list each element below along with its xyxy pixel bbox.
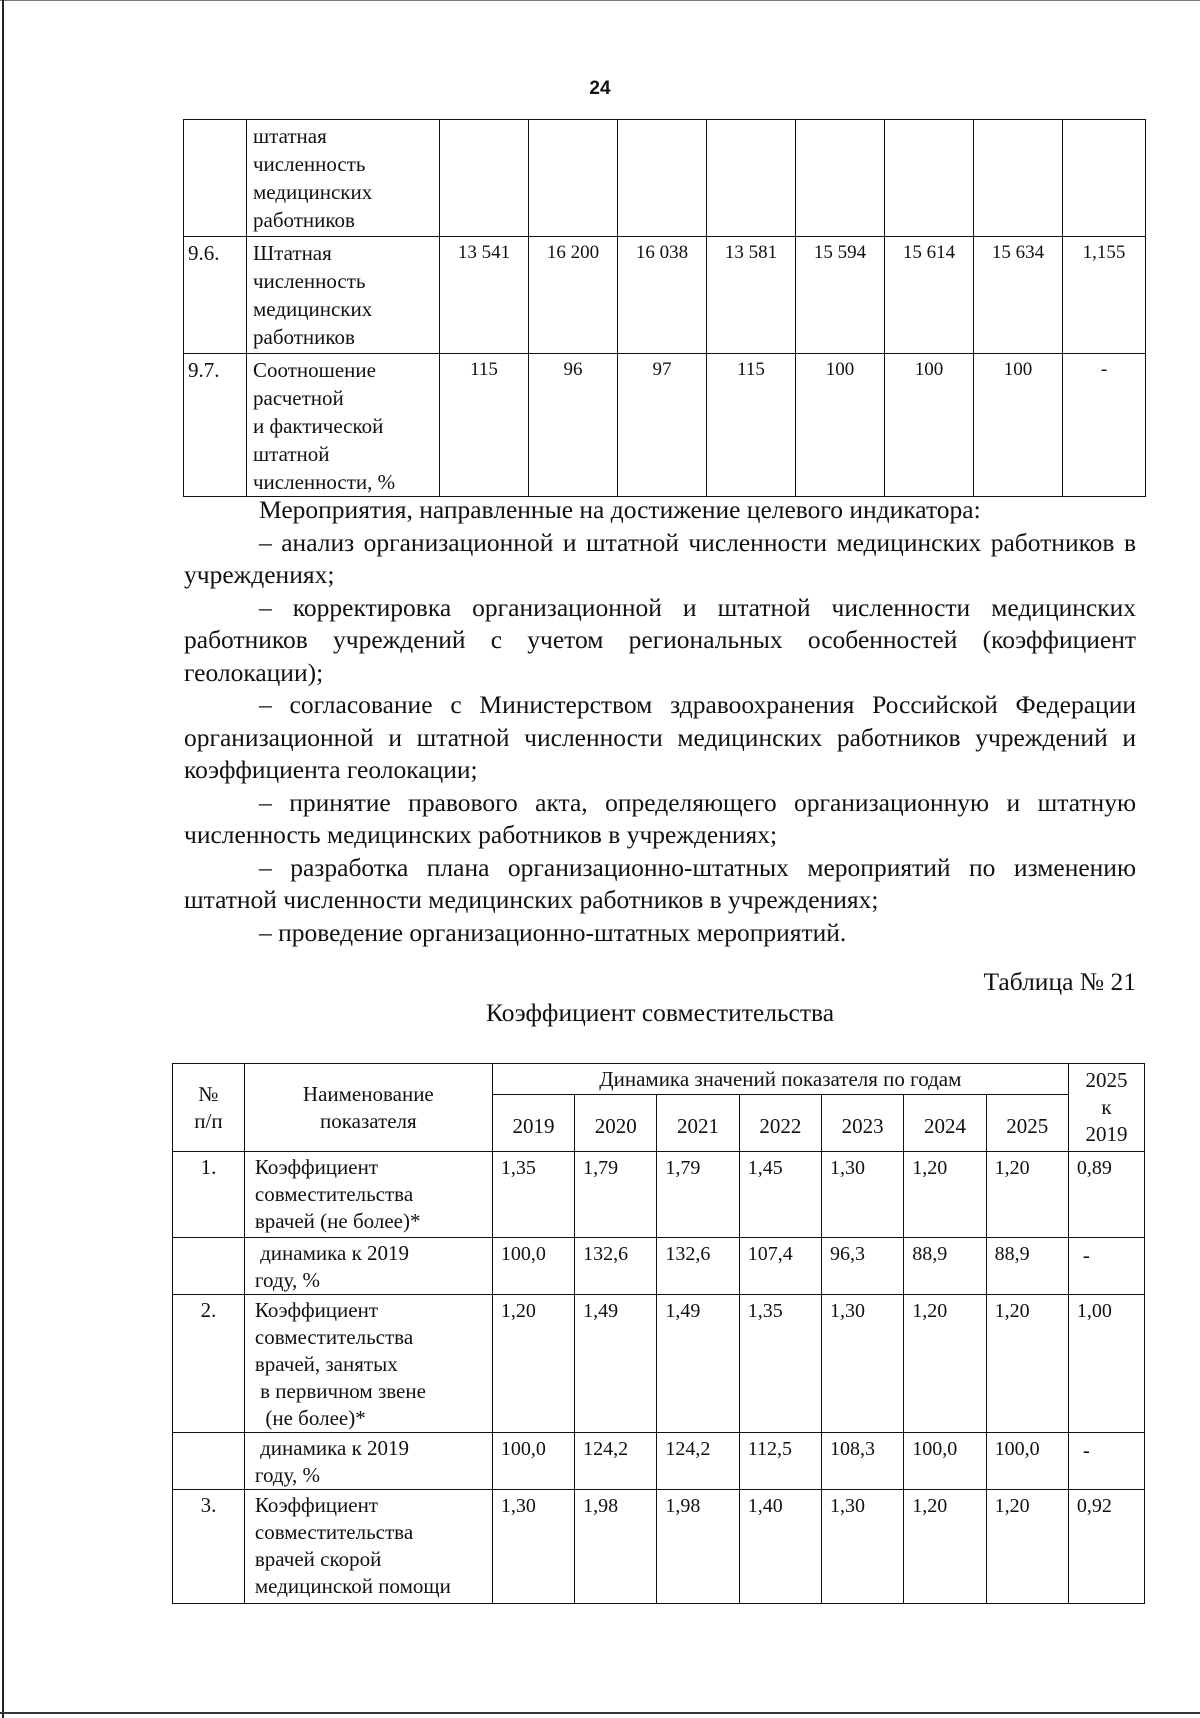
name-line: медицинских — [253, 180, 373, 204]
header-index-line: п/п — [194, 1108, 223, 1133]
table-row — [184, 237, 1146, 354]
value-cell: 115 — [707, 354, 796, 497]
header-year: 2023 — [822, 1095, 904, 1152]
row-name — [247, 354, 440, 497]
row-index: 1. — [173, 1152, 245, 1238]
measures-section — [184, 494, 1136, 949]
value-cell: 15 614 — [885, 237, 974, 354]
name-line: врачей, занятых — [254, 1352, 398, 1376]
scan-edge-top — [0, 0, 1200, 1]
scan-edge-bottom — [0, 1712, 1200, 1714]
value-cell: 1,20 — [986, 1152, 1068, 1238]
name-line: и фактической — [253, 414, 384, 438]
header-index-line: № — [198, 1081, 219, 1106]
measure-item: – корректировка организационной и штатной численности медицинских работников учреждений с учетом региональных особенностей (коэффициент геолокации); — [184, 592, 1136, 687]
value-cell: 1,20 — [904, 1152, 986, 1238]
header-dynamics: Динамика значений показателя по годам — [492, 1064, 1068, 1095]
name-line: работников — [253, 325, 355, 349]
value-cell — [1063, 120, 1146, 237]
header-year: 2020 — [575, 1095, 657, 1152]
name-line: Соотношение — [253, 358, 376, 382]
value-cell: 100 — [974, 354, 1063, 497]
value-cell — [885, 120, 974, 237]
value-cell: 100,0 — [492, 1238, 574, 1295]
row-name — [244, 1433, 492, 1490]
header-name — [244, 1064, 492, 1152]
value-cell: 107,4 — [739, 1238, 821, 1295]
table-row — [173, 1238, 1145, 1295]
header-year: 2022 — [739, 1095, 821, 1152]
row-name — [244, 1490, 492, 1604]
name-line: медицинской помощи — [254, 1574, 451, 1598]
value-cell: 1,30 — [492, 1490, 574, 1604]
name-line: численность — [253, 152, 366, 176]
value-cell — [529, 120, 618, 237]
table-title: Коэффициент совместительства — [485, 998, 835, 1027]
row-name — [244, 1295, 492, 1433]
part-time-coefficient-table — [172, 1063, 1145, 1604]
value-cell: 13 541 — [440, 237, 529, 354]
name-line: численности, % — [253, 470, 396, 494]
row-index — [173, 1238, 245, 1295]
name-line: году, % — [254, 1268, 320, 1292]
scan-edge-left — [2, 0, 4, 1718]
row-name — [244, 1238, 492, 1295]
row-name — [247, 237, 440, 354]
measure-item: – согласование с Министерством здравоохранения Российской Федерации организационной и штатной численности медицинских работников учреждений и коэффициента геолокации; — [184, 690, 1136, 784]
value-cell: 13 581 — [707, 237, 796, 354]
row-index: 3. — [173, 1490, 245, 1604]
value-cell: 96 — [529, 354, 618, 497]
value-cell: 1,20 — [904, 1295, 986, 1433]
value-cell: 96,3 — [822, 1238, 904, 1295]
header-year: 2024 — [904, 1095, 986, 1152]
value-cell: 1,155 — [1063, 237, 1146, 354]
value-cell: 100,0 — [904, 1433, 986, 1490]
page-number: 24 — [589, 78, 611, 99]
name-line: (не более)* — [254, 1406, 366, 1430]
value-cell: 1,20 — [986, 1295, 1068, 1433]
header-name-line: показателя — [320, 1108, 417, 1133]
value-cell: - — [1063, 354, 1146, 497]
value-cell: 1,49 — [575, 1295, 657, 1433]
row-index: 9.6. — [184, 237, 247, 354]
name-line: численность — [253, 269, 366, 293]
value-cell — [618, 120, 707, 237]
ratio-cell: 0,89 — [1068, 1152, 1144, 1238]
header-index — [173, 1064, 245, 1152]
name-line: Коэффициент — [254, 1155, 379, 1179]
value-cell: 1,35 — [492, 1152, 574, 1238]
ratio-cell: - — [1068, 1238, 1144, 1295]
value-cell: 1,49 — [657, 1295, 739, 1433]
value-cell: 112,5 — [739, 1433, 821, 1490]
name-line: году, % — [254, 1463, 320, 1487]
value-cell — [796, 120, 885, 237]
value-cell: 1,79 — [657, 1152, 739, 1238]
value-cell — [440, 120, 529, 237]
value-cell: 124,2 — [657, 1433, 739, 1490]
ratio-cell: - — [1068, 1433, 1144, 1490]
value-cell: 16 038 — [618, 237, 707, 354]
header-ratio-line: 2019 — [1085, 1122, 1128, 1146]
value-cell — [974, 120, 1063, 237]
value-cell: 100 — [796, 354, 885, 497]
value-cell: 1,30 — [822, 1295, 904, 1433]
table-row — [184, 120, 1146, 237]
header-name-line: Наименование — [302, 1081, 434, 1106]
name-line: врачей (не более)* — [254, 1209, 421, 1233]
value-cell: 15 594 — [796, 237, 885, 354]
table-row — [173, 1433, 1145, 1490]
row-index — [173, 1433, 245, 1490]
name-line: совместительства — [254, 1182, 414, 1206]
row-index: 9.7. — [184, 354, 247, 497]
row-name — [244, 1152, 492, 1238]
value-cell: 97 — [618, 354, 707, 497]
name-line: расчетной — [253, 386, 344, 410]
value-cell: 100,0 — [492, 1433, 574, 1490]
name-line: работников — [253, 208, 355, 232]
value-cell: 15 634 — [974, 237, 1063, 354]
name-line: штатной — [253, 442, 330, 466]
name-line: совместительства — [254, 1325, 414, 1349]
name-line: динамика к 2019 — [254, 1436, 410, 1460]
name-line: врачей скорой — [254, 1547, 382, 1571]
table-row — [184, 354, 1146, 497]
value-cell: 1,35 — [739, 1295, 821, 1433]
value-cell: 100,0 — [986, 1433, 1068, 1490]
table-row — [173, 1490, 1145, 1604]
value-cell: 1,40 — [739, 1490, 821, 1604]
row-index: 2. — [173, 1295, 245, 1433]
row-index — [184, 120, 247, 237]
name-line: Коэффициент — [254, 1493, 379, 1517]
header-year: 2025 — [986, 1095, 1068, 1152]
value-cell: 1,98 — [575, 1490, 657, 1604]
value-cell: 115 — [440, 354, 529, 497]
header-year: 2021 — [657, 1095, 739, 1152]
value-cell: 1,30 — [822, 1152, 904, 1238]
row-name — [247, 120, 440, 237]
header-ratio-line: к — [1101, 1095, 1112, 1119]
header-row — [173, 1064, 1145, 1095]
staffing-table — [183, 119, 1146, 497]
value-cell: 1,20 — [492, 1295, 574, 1433]
value-cell: 100 — [885, 354, 974, 497]
ratio-cell: 0,92 — [1068, 1490, 1144, 1604]
value-cell: 124,2 — [575, 1433, 657, 1490]
name-line: Коэффициент — [254, 1298, 379, 1322]
name-line: Штатная — [253, 241, 332, 265]
value-cell: 1,79 — [575, 1152, 657, 1238]
value-cell: 1,20 — [904, 1490, 986, 1604]
name-line: штатная — [253, 124, 327, 148]
header-year: 2019 — [492, 1095, 574, 1152]
value-cell: 1,45 — [739, 1152, 821, 1238]
measure-item: – принятие правового акта, определяющего организационную и штатную численность медицинских работников в учреждениях; — [184, 787, 1136, 849]
measure-item: – разработка плана организационно-штатных мероприятий по изменению штатной численности медицинских работников в учреждениях; — [184, 852, 1136, 914]
name-line: совместительства — [254, 1520, 414, 1544]
ratio-cell: 1,00 — [1068, 1295, 1144, 1433]
name-line: медицинских — [253, 297, 373, 321]
value-cell: 88,9 — [986, 1238, 1068, 1295]
value-cell: 132,6 — [657, 1238, 739, 1295]
table-row — [173, 1152, 1145, 1238]
measure-item: – анализ организационной и штатной численности медицинских работников в учреждениях; — [184, 527, 1136, 589]
name-line: динамика к 2019 — [254, 1241, 410, 1265]
value-cell: 1,20 — [986, 1490, 1068, 1604]
value-cell — [707, 120, 796, 237]
name-line: в первичном звене — [254, 1379, 426, 1403]
header-ratio-line: 2025 — [1085, 1068, 1128, 1092]
value-cell: 1,98 — [657, 1490, 739, 1604]
value-cell: 132,6 — [575, 1238, 657, 1295]
measure-item: – проведение организационно-штатных мероприятий. — [259, 917, 847, 947]
header-ratio — [1068, 1064, 1144, 1152]
value-cell: 1,30 — [822, 1490, 904, 1604]
value-cell: 88,9 — [904, 1238, 986, 1295]
measures-heading: Мероприятия, направленные на достижение целевого индикатора: — [259, 495, 981, 524]
value-cell: 16 200 — [529, 237, 618, 354]
table-row — [173, 1295, 1145, 1433]
value-cell: 108,3 — [822, 1433, 904, 1490]
table-label: Таблица № 21 — [983, 967, 1136, 996]
